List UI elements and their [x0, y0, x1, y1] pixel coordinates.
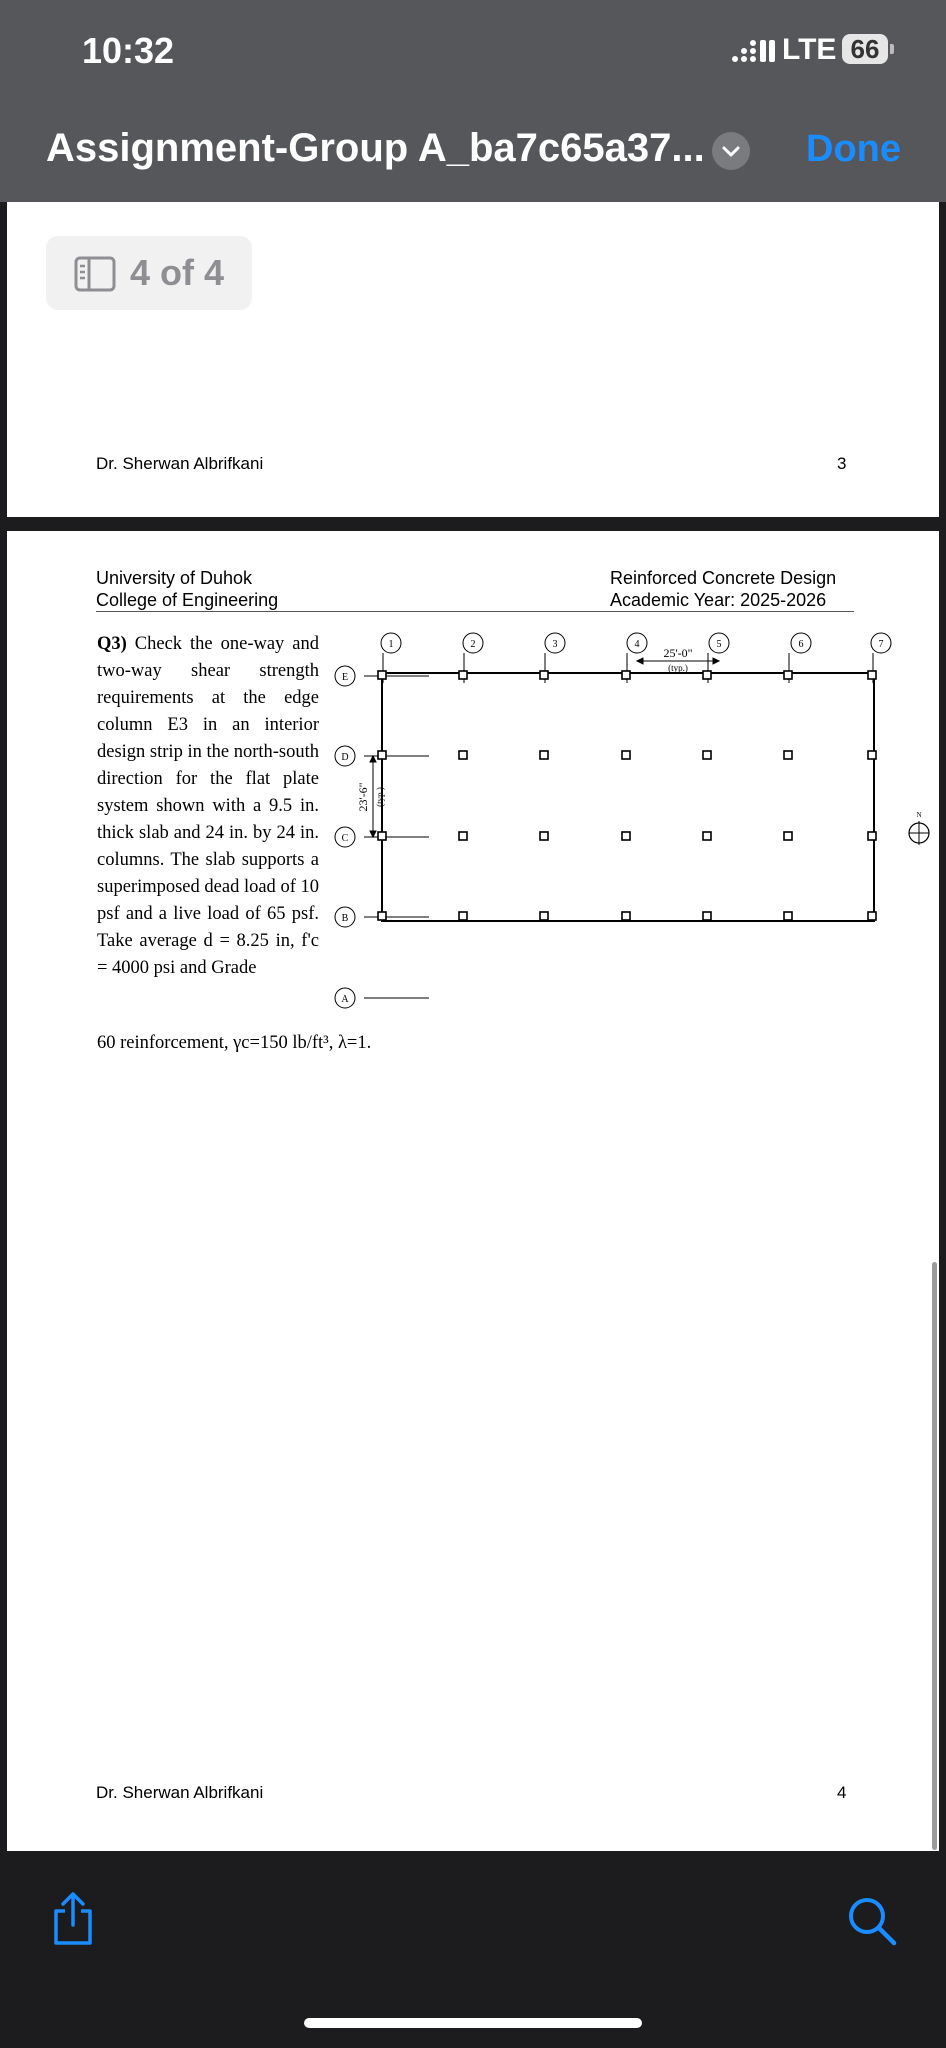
share-icon[interactable]	[50, 1891, 96, 1947]
page-number: 4	[837, 1783, 847, 1802]
academic-year: Academic Year: 2025-2026	[610, 590, 827, 610]
page-author: Dr. Sherwan Albrifkani	[96, 1783, 264, 1802]
slab-outline	[382, 673, 874, 921]
title-menu-button[interactable]	[712, 132, 750, 170]
network-type: LTE	[782, 33, 837, 66]
course-name: Reinforced Concrete Design	[610, 568, 837, 588]
grid-label-3: 3	[552, 639, 558, 650]
north-label: N	[916, 811, 922, 819]
header-left	[96, 567, 278, 611]
grid-label-2: 2	[470, 639, 476, 650]
question-body: Check the one-way and two-way shear strength requirements at the edge column E3 in an interior design strip in the north-south direction for the flat plate system shown with a 9.5 in. thick slab and 24 in. by 24 in. columns. The slab supports a superimposed dead load of 10 psf and a live load of 65 psf. Take average d = 8.25 in, f'c = 4000 psi and Grade	[97, 634, 319, 978]
done-button[interactable]: Done	[806, 128, 901, 170]
top-bar	[0, 0, 946, 202]
grid-label-A: A	[341, 994, 349, 1005]
grid-label-B: B	[341, 913, 349, 924]
grid-label-E: E	[341, 672, 349, 683]
scrollbar[interactable]	[932, 1262, 937, 1850]
document-title: Assignment-Group A_ba7c65a37...	[46, 126, 705, 170]
grid-label-1: 1	[388, 639, 394, 650]
question-last-line: 60 reinforcement, γc=150 lb/ft³, λ=1.	[97, 1033, 372, 1053]
header-rule	[96, 611, 854, 612]
grid-label-6: 6	[798, 639, 804, 650]
chevron-down-icon	[712, 132, 750, 170]
page-author: Dr. Sherwan Albrifkani	[96, 454, 264, 473]
question-label: Q3)	[97, 634, 127, 654]
page-indicator[interactable]	[46, 236, 252, 310]
grid-label-D: D	[341, 752, 349, 763]
grid-label-C: C	[341, 833, 349, 844]
battery-tip	[890, 44, 894, 54]
header-right	[610, 567, 836, 611]
status-time: 10:32	[82, 30, 175, 71]
page-number: 3	[837, 454, 847, 473]
span-ew-label: 25'-0"	[663, 646, 693, 660]
home-indicator[interactable]	[304, 2018, 642, 2028]
college-name: College of Engineering	[96, 590, 279, 610]
grid-label-4: 4	[634, 639, 640, 650]
grid-label-7: 7	[878, 639, 884, 650]
floor-plan-diagram	[307, 631, 937, 1005]
span-ew-note: (typ.)	[668, 663, 688, 673]
pdf-page-4	[7, 531, 939, 1851]
question-3-text	[97, 631, 319, 982]
sidebar-icon	[74, 256, 116, 292]
page-indicator-label: 4 of 4	[130, 252, 225, 293]
search-icon[interactable]	[846, 1895, 898, 1947]
span-ns-note: (typ.)	[375, 787, 385, 807]
columns-grid	[378, 671, 876, 920]
university-name: University of Duhok	[96, 568, 253, 588]
battery-icon: 66	[842, 34, 888, 64]
signal-icon	[730, 38, 776, 64]
north-arrow-icon	[909, 821, 929, 845]
span-ns-label: 23'-6"	[356, 782, 370, 812]
grid-label-5: 5	[716, 639, 722, 650]
